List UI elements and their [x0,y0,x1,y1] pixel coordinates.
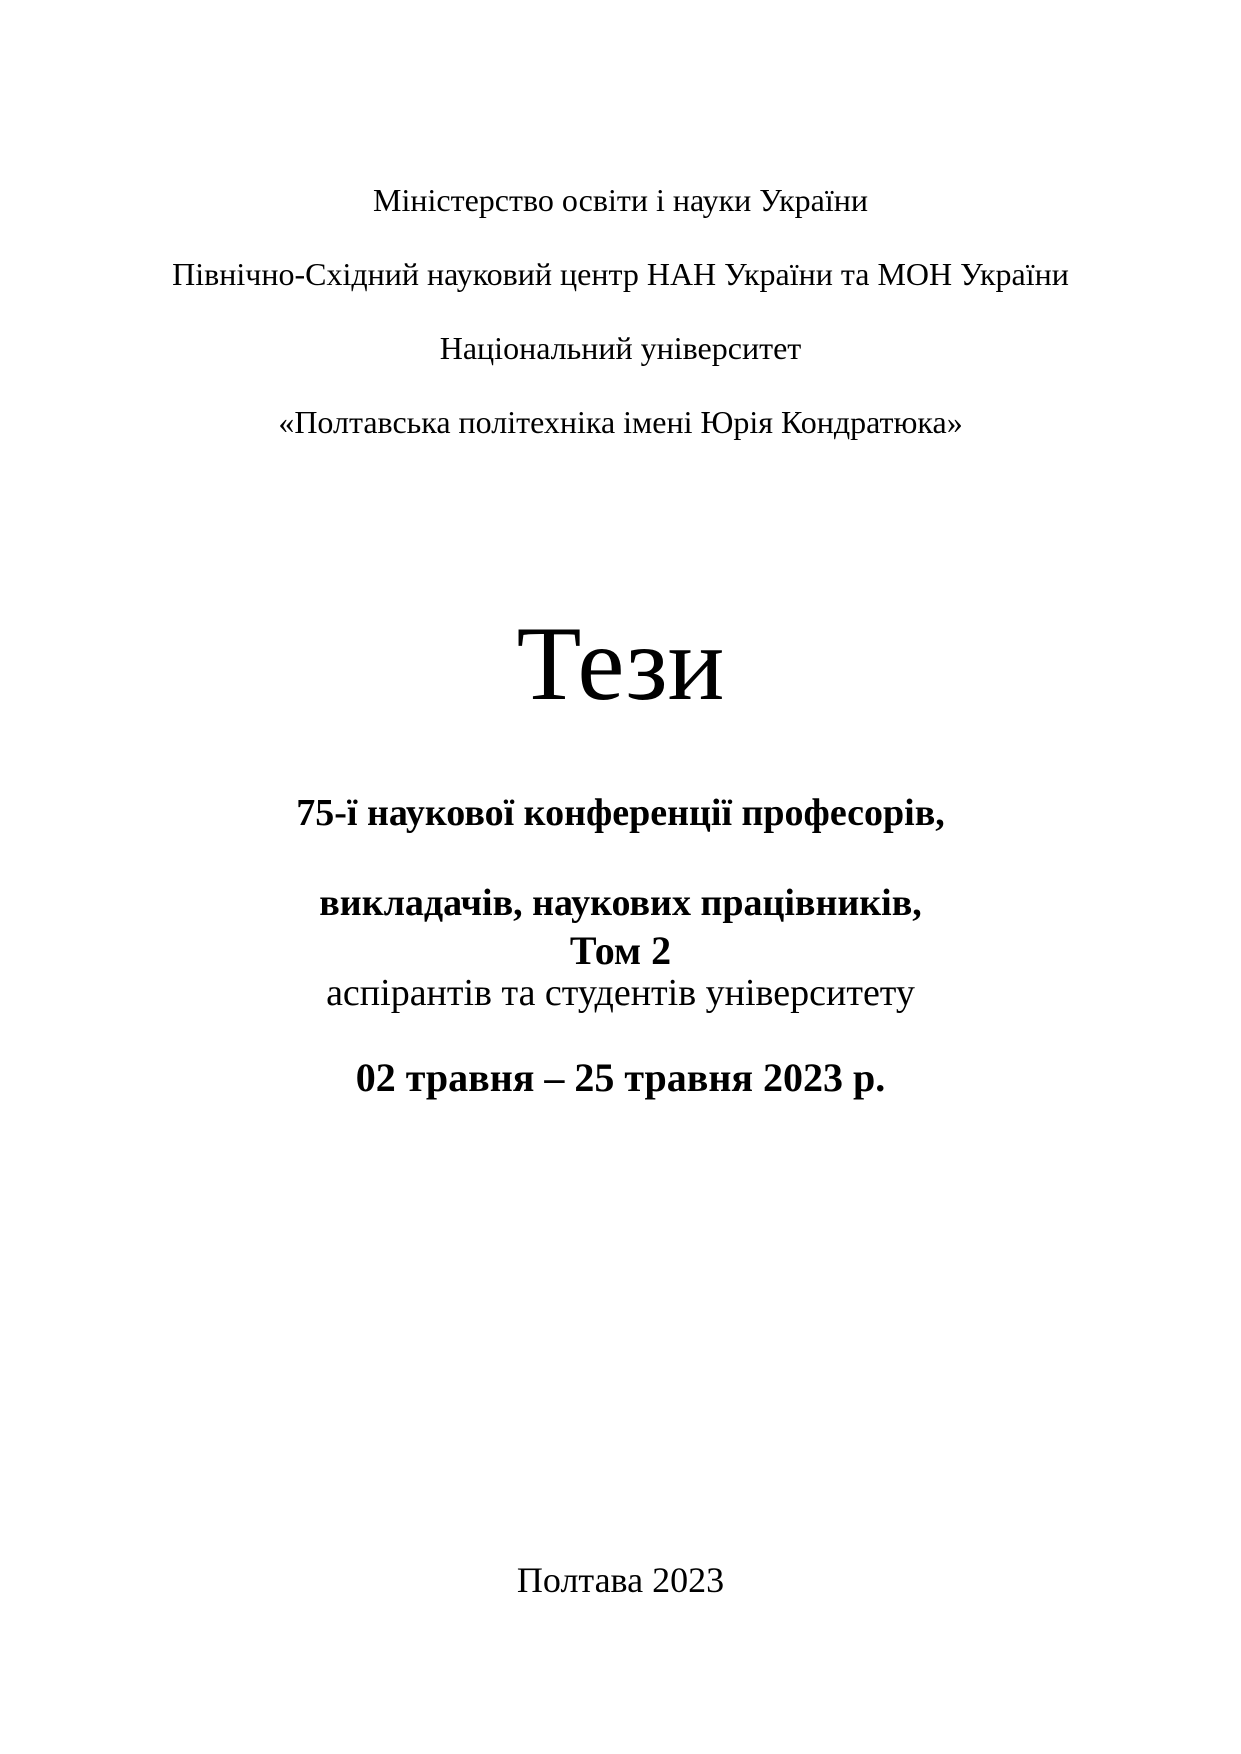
university-line: Національний університет [439,330,802,366]
subtitle-line-1: 75-ї наукової конференції професорів, [296,792,945,834]
volume-label: Том 2 [569,928,672,973]
imprint-city-year: Полтава 2023 [516,1560,725,1600]
ministry-line: Міністерство освіти і науки України [373,182,868,218]
science-center-line: Північно-Східний науковий центр НАН України та МОН України [172,256,1069,292]
main-title: Тези [516,605,725,722]
conference-subtitle [0,746,1241,1061]
header-institutions [0,145,1241,478]
conference-dates: 02 травня – 25 травня 2023 р. [355,1055,886,1100]
university-name-line: «Полтавська політехніка імені Юрія Кондратюка» [278,404,963,440]
subtitle-line-3: аспірантів та студентів університету [326,972,915,1014]
subtitle-line-2: викладачів, наукових працівників, [319,882,922,924]
